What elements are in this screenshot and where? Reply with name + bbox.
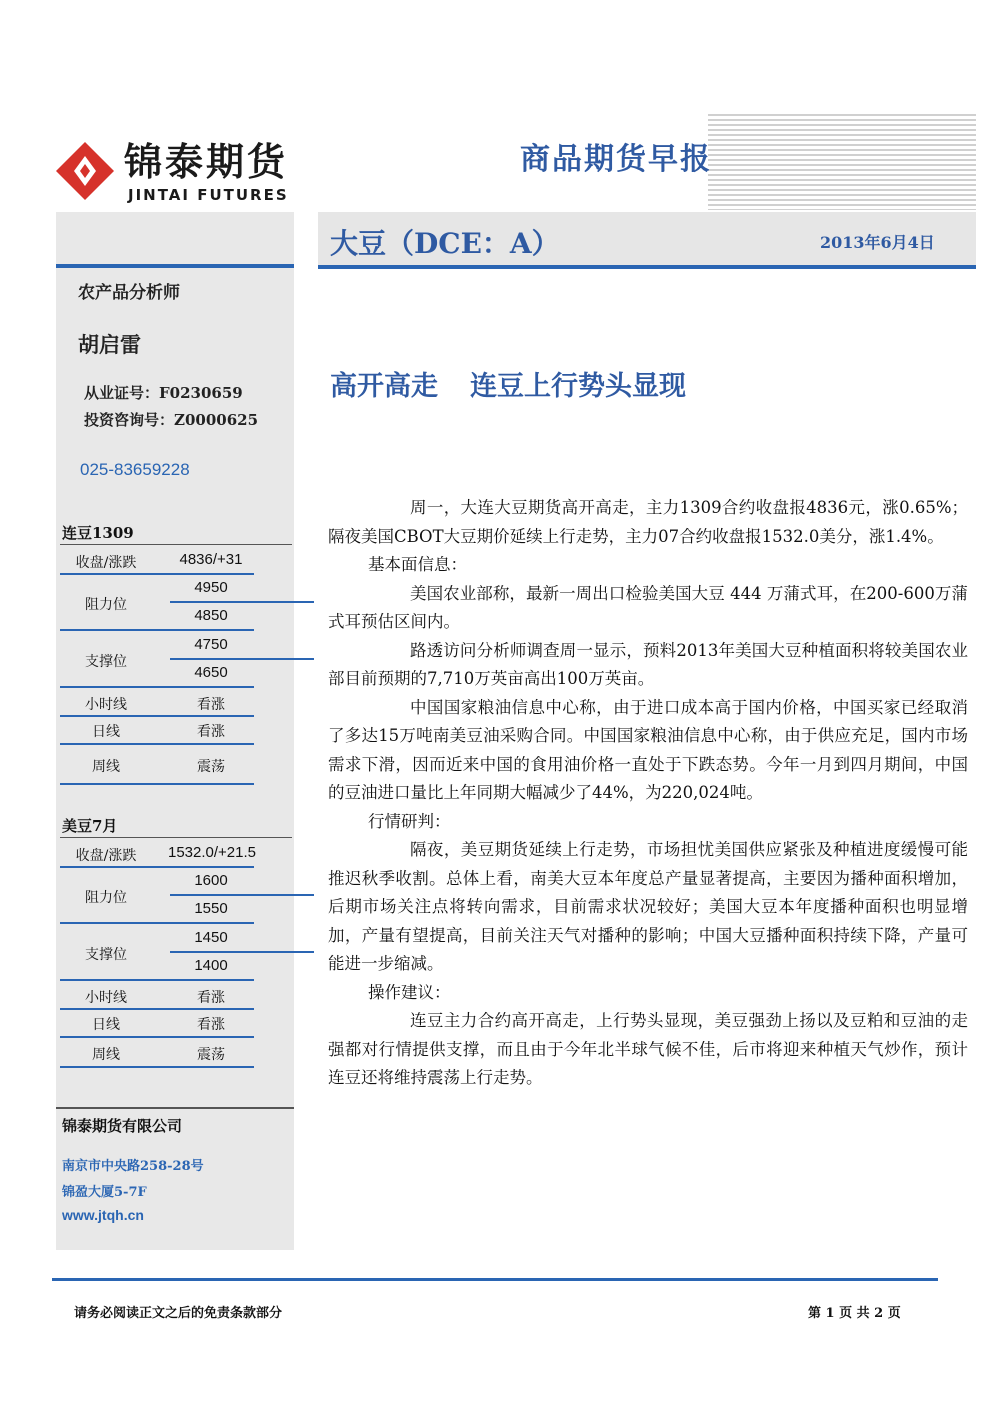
- hourly-label: 小时线: [85, 990, 127, 1006]
- analyst-name: 胡启雷: [78, 332, 141, 357]
- report-date: 2013年6月4日: [820, 233, 935, 252]
- support-1: 1450: [194, 929, 228, 946]
- support-1: 4750: [194, 636, 228, 653]
- row-line: [60, 1008, 254, 1010]
- close-label: 收盘/涨跌: [75, 555, 137, 571]
- close-value: 1532.0/+21.5: [168, 844, 257, 861]
- row-line: [170, 951, 314, 953]
- commodity-header-line: [318, 265, 976, 269]
- row-line: [60, 686, 254, 688]
- paragraph: 路透访问分析师调查周一显示，预料2013年美国大豆种植面积将较美国农业部目前预期的7,710万英亩高出100万英亩。: [328, 640, 968, 688]
- headline-part-1: 高开高走: [330, 371, 438, 402]
- commodity-title: 大豆（DCE：A）: [330, 227, 560, 260]
- article-body: [328, 494, 968, 1093]
- resistance-1: 1600: [194, 872, 228, 889]
- page-number: 第 1 页 共 2 页: [808, 1306, 901, 1321]
- daily-trend: 看涨: [197, 724, 225, 740]
- row-line: [60, 783, 254, 785]
- footer-divider: [52, 1278, 938, 1281]
- daily-trend: 看涨: [197, 1017, 225, 1033]
- analyst-advisory-number: 投资咨询号：Z0000625: [84, 411, 259, 429]
- row-line: [60, 1066, 254, 1068]
- row-line: [170, 894, 314, 896]
- analyst-license: 从业证号：F0230659: [84, 384, 243, 402]
- row-line: [60, 573, 254, 575]
- support-2: 1400: [194, 957, 228, 974]
- article-headline: [330, 364, 686, 403]
- section-heading: 基本面信息：: [368, 555, 467, 574]
- hourly-label: 小时线: [85, 697, 127, 713]
- weekly-trend: 震荡: [197, 1047, 225, 1063]
- resistance-1: 4950: [194, 579, 228, 596]
- brand-name-en: JINTAI FUTURES: [128, 186, 289, 204]
- headline-part-2: 连豆上行势头显现: [470, 371, 686, 402]
- row-line: [60, 715, 254, 717]
- paragraph: 美国农业部称，最新一周出口检验美国大豆 444 万蒲式耳，在200-600万蒲式耳预估区间内。: [328, 583, 968, 631]
- paragraph: 连豆主力合约高开高走，上行势头显现，美豆强劲上扬以及豆粕和豆油的走强都对行情提供支撑，而且由于今年北半球气候不佳，后市将迎来种植天气炒作，预计连豆还将维持震荡上行走势。: [328, 1011, 968, 1087]
- row-line: [60, 743, 254, 745]
- footer-disclaimer: 请务必阅读正文之后的免责条款部分: [74, 1306, 283, 1321]
- weekly-trend: 震荡: [197, 759, 225, 775]
- row-line: [170, 658, 314, 660]
- hourly-trend: 看涨: [197, 990, 225, 1006]
- resistance-2: 1550: [194, 900, 228, 917]
- sidebar-divider: [56, 264, 294, 268]
- weekly-label: 周线: [92, 1047, 120, 1063]
- company-address-2: 锦盈大厦5-7F: [62, 1185, 147, 1200]
- row-line: [60, 866, 254, 868]
- brand-name-cn: 锦泰期货: [124, 140, 289, 184]
- company-divider: [56, 1107, 294, 1109]
- daily-label: 日线: [92, 724, 120, 740]
- analyst-role: 农产品分析师: [78, 283, 180, 303]
- table-title-dce: 连豆1309: [62, 524, 134, 542]
- row-line: [60, 922, 254, 924]
- paragraph: 周一，大连大豆期货高开高走，主力1309合约收盘报4836元，涨0.65%；隔夜美国CBOT大豆期价延续上行走势，主力07合约收盘报1532.0美分，涨1.4%。: [328, 498, 968, 546]
- daily-label: 日线: [92, 1017, 120, 1033]
- paragraph: 隔夜，美豆期货延续上行走势，市场担忧美国供应紧张及种植进度缓慢可能推迟秋季收割。总体上看，南美大豆本年度总产量显著提高，主要因为播种面积增加，后期市场关注点将转向需求，目前需求状况较好；美国大豆本年度播种面积也明显增加，产量有望提高，目前关注天气对播种的影响；中国大豆播种面积持续下降，产量可能进一步缩减。: [328, 840, 968, 973]
- support-label: 支撑位: [85, 654, 127, 670]
- row-line: [60, 629, 254, 631]
- support-2: 4650: [194, 664, 228, 681]
- table-top-line: [60, 837, 292, 838]
- row-line: [60, 1036, 254, 1038]
- company-name: 锦泰期货有限公司: [62, 1117, 183, 1135]
- analyst-phone: 025-83659228: [80, 460, 190, 479]
- report-type-title: 商品期货早报: [520, 142, 712, 177]
- resistance-label: 阻力位: [85, 597, 127, 613]
- row-line: [170, 601, 314, 603]
- close-value: 4836/+31: [179, 551, 243, 568]
- resistance-2: 4850: [194, 607, 228, 624]
- company-website-link[interactable]: www.jtqh.cn: [62, 1207, 144, 1223]
- table-top-line: [60, 544, 292, 545]
- resistance-label: 阻力位: [85, 890, 127, 906]
- row-line: [60, 979, 254, 981]
- header-stripes: [708, 114, 976, 210]
- table-title-cbot: 美豆7月: [62, 817, 118, 835]
- hourly-trend: 看涨: [197, 697, 225, 713]
- close-label: 收盘/涨跌: [75, 848, 137, 864]
- section-heading: 操作建议：: [368, 982, 451, 1002]
- jintai-logo-icon: [56, 142, 114, 200]
- support-label: 支撑位: [85, 947, 127, 963]
- company-address-1: 南京市中央路258-28号: [62, 1159, 204, 1174]
- paragraph: 中国国家粮油信息中心称，由于进口成本高于国内价格，中国买家已经取消了多达15万吨南美豆油采购合同。中国国家粮油信息中心称，由于供应充足，国内市场需求下滑，因而近来中国的食用油价格一直处于下跌态势。今年一月到四月期间，中国的豆油进口量比上年同期大幅减少了44%，为220,024吨。: [328, 697, 968, 802]
- section-heading: 行情研判：: [368, 811, 451, 831]
- weekly-label: 周线: [92, 759, 120, 775]
